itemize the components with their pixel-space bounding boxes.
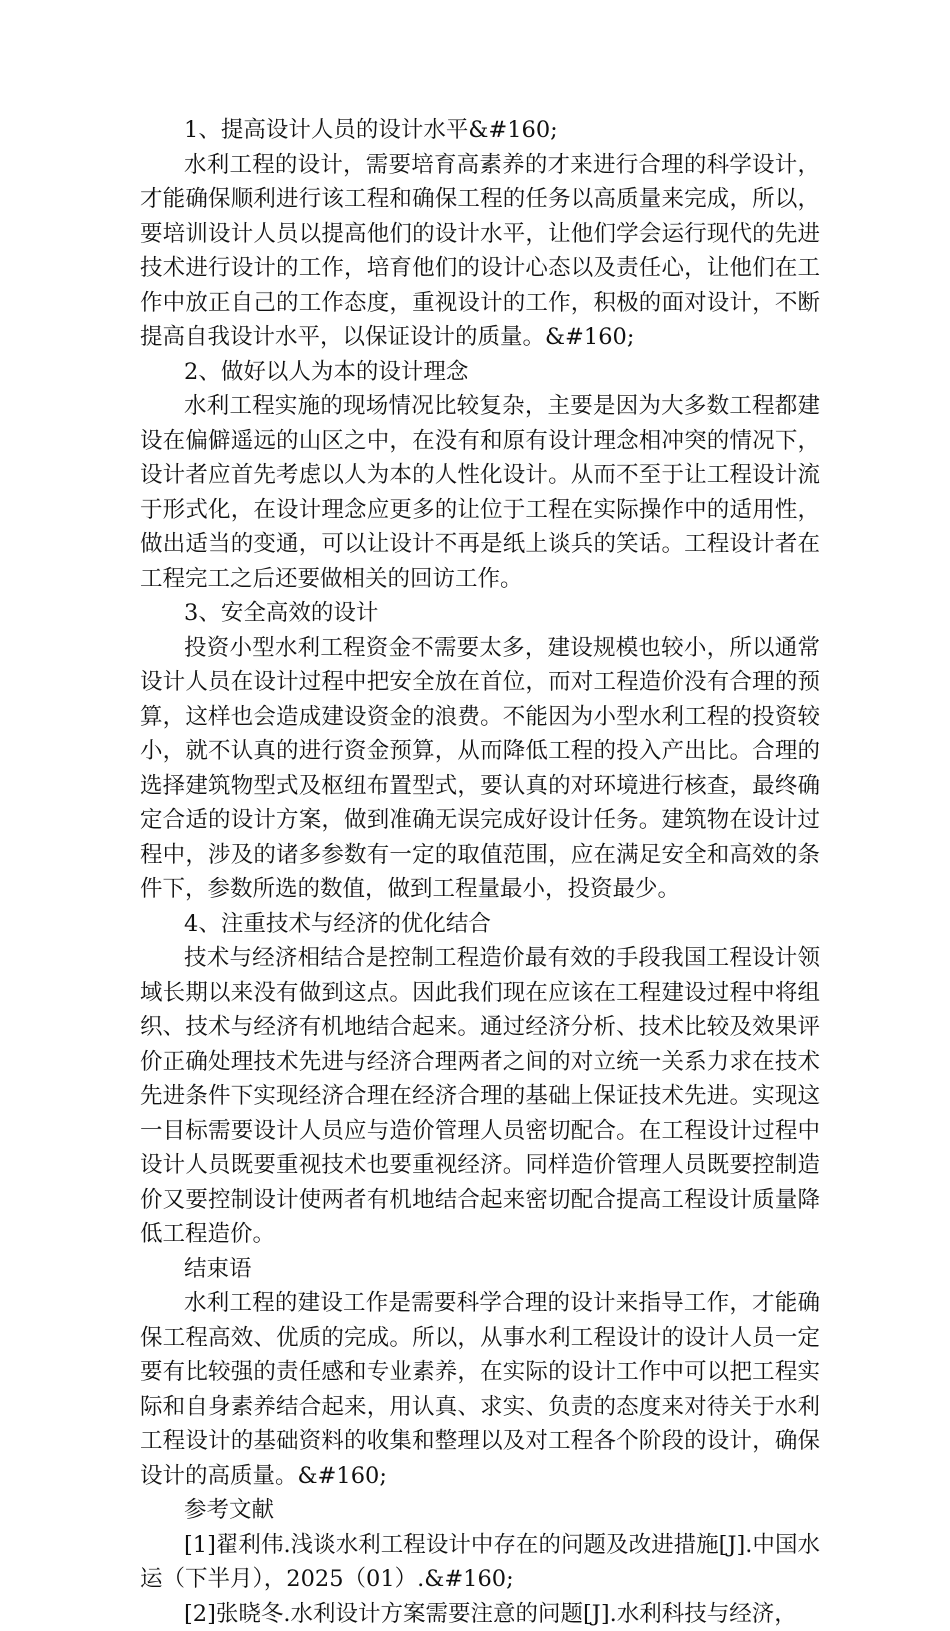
section-heading-1: 1、提高设计人员的设计水平&#160;	[140, 113, 820, 148]
document-page	[140, 113, 820, 1631]
section-heading-4: 4、注重技术与经济的优化结合	[140, 907, 820, 942]
reference-item-1: [1]翟利伟.浅谈水利工程设计中存在的问题及改进措施[J].中国水运（下半月），2025（01）.&#160;	[140, 1528, 820, 1597]
section-heading-3: 3、安全高效的设计	[140, 596, 820, 631]
section-body-1: 水利工程的设计，需要培育高素养的才来进行合理的科学设计，才能确保顺利进行该工程和确保工程的任务以高质量来完成，所以，要培训设计人员以提高他们的设计水平，让他们学会运行现代的先进技术进行设计的工作，培育他们的设计心态以及责任心，让他们在工作中放正自己的工作态度，重视设计的工作，积极的面对设计，不断提高自我设计水平，以保证设计的质量。&#160;	[140, 148, 820, 355]
section-body-4: 技术与经济相结合是控制工程造价最有效的手段我国工程设计领域长期以来没有做到这点。因此我们现在应该在工程建设过程中将组织、技术与经济有机地结合起来。通过经济分析、技术比较及效果评价正确处理技术先进与经济合理两者之间的对立统一关系力求在技术先进条件下实现经济合理在经济合理的基础上保证技术先进。实现这一目标需要设计人员应与造价管理人员密切配合。在工程设计过程中设计人员既要重视技术也要重视经济。同样造价管理人员既要控制造价又要控制设计使两者有机地结合起来密切配合提高工程设计质量降低工程造价。	[140, 941, 820, 1252]
conclusion-body: 水利工程的建设工作是需要科学合理的设计来指导工作，才能确保工程高效、优质的完成。所以，从事水利工程设计的设计人员一定要有比较强的责任感和专业素养，在实际的设计工作中可以把工程实际和自身素养结合起来，用认真、求实、负责的态度来对待关于水利工程设计的基础资料的收集和整理以及对工程各个阶段的设计，确保设计的高质量。&#160;	[140, 1286, 820, 1493]
section-body-3: 投资小型水利工程资金不需要太多，建设规模也较小，所以通常设计人员在设计过程中把安全放在首位，而对工程造价没有合理的预算，这样也会造成建设资金的浪费。不能因为小型水利工程的投资较小，就不认真的进行资金预算，从而降低工程的投入产出比。合理的选择建筑物型式及枢纽布置型式，要认真的对环境进行核查，最终确定合适的设计方案，做到准确无误完成好设计任务。建筑物在设计过程中，涉及的诸多参数有一定的取值范围，应在满足安全和高效的条件下，参数所选的数值，做到工程量最小，投资最少。	[140, 631, 820, 907]
reference-item-2: [2]张晓冬.水利设计方案需要注意的问题[J].水利科技与经济，	[140, 1597, 820, 1631]
conclusion-heading: 结束语	[140, 1252, 820, 1287]
references-heading: 参考文献	[140, 1493, 820, 1528]
section-heading-2: 2、做好以人为本的设计理念	[140, 355, 820, 390]
section-body-2: 水利工程实施的现场情况比较复杂，主要是因为大多数工程都建设在偏僻遥远的山区之中，在没有和原有设计理念相冲突的情况下，设计者应首先考虑以人为本的人性化设计。从而不至于让工程设计流于形式化，在设计理念应更多的让位于工程在实际操作中的适用性，做出适当的变通，可以让设计不再是纸上谈兵的笑话。工程设计者在工程完工之后还要做相关的回访工作。	[140, 389, 820, 596]
